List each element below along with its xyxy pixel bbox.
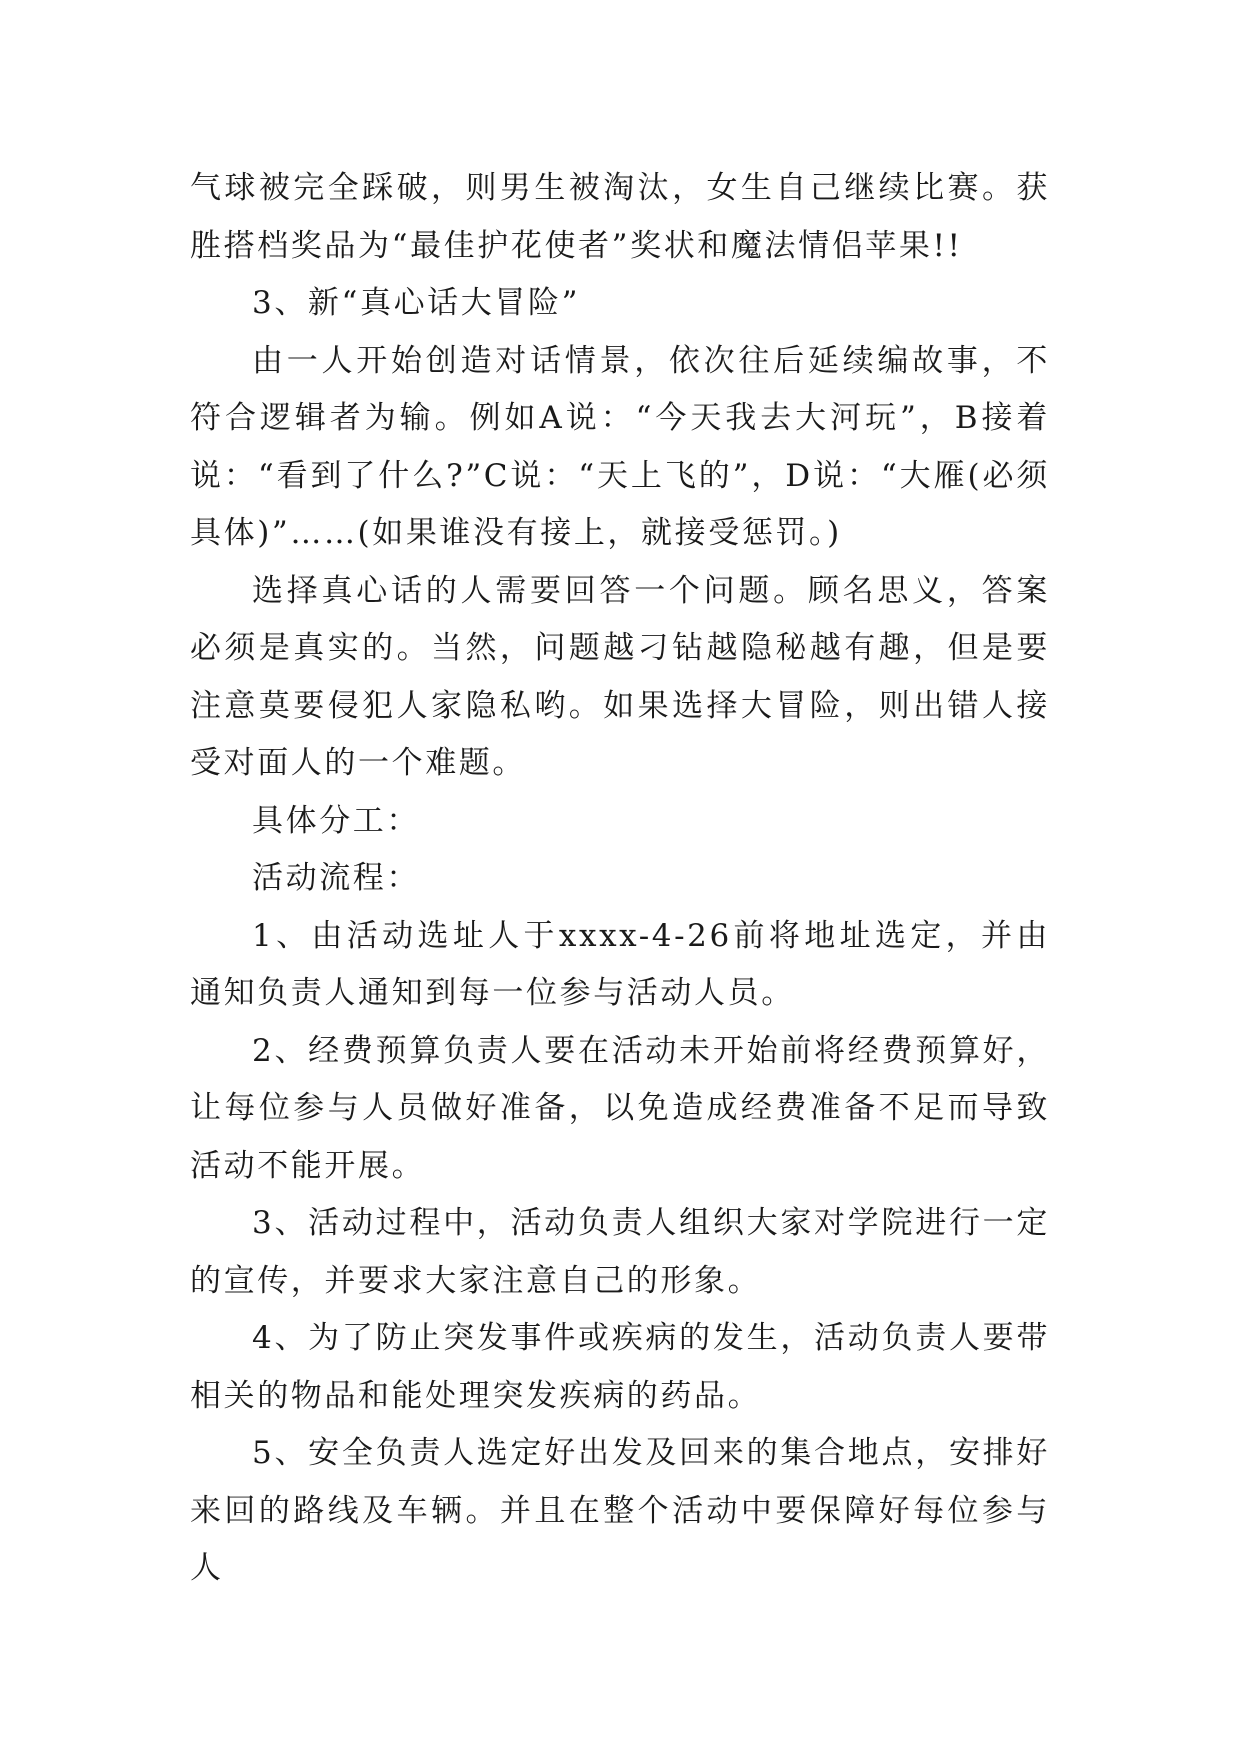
heading-truth-or-dare: 3、新“真心话大冒险” bbox=[252, 285, 581, 321]
list-item-step-5: 5、安全负责人选定好出发及回来的集合地点，安排好来回的路线及车辆。并且在整个活动中要保障好每位参与人 bbox=[190, 1435, 1050, 1586]
paragraph-balloon-rules: 气球被完全踩破，则男生被淘汰，女生自己继续比赛。获胜搭档奖品为“最佳护花使者”奖状和魔法情侣苹果!! bbox=[190, 170, 1050, 264]
paragraph-story-chain: 由一人开始创造对话情景，依次往后延续编故事，不符合逻辑者为输。例如A说：“今天我去大河玩”，B接着说：“看到了什么?”C说：“天上飞的”，D说：“大雁(必须具体)”……(如果谁没有接上，就接受惩罚。) bbox=[190, 342, 1050, 551]
heading-activity-flow: 活动流程： bbox=[252, 860, 420, 896]
list-item-step-4: 4、为了防止突发事件或疾病的发生，活动负责人要带相关的物品和能处理突发疾病的药品。 bbox=[190, 1320, 1050, 1414]
document-body bbox=[190, 160, 1050, 1598]
paragraph-truth-dare-rules: 选择真心话的人需要回答一个问题。顾名思义，答案必须是真实的。当然，问题越刁钻越隐秘越有趣，但是要注意莫要侵犯人家隐私哟。如果选择大冒险，则出错人接受对面人的一个难题。 bbox=[190, 572, 1050, 781]
heading-division-of-labor: 具体分工： bbox=[252, 802, 420, 839]
list-item-step-3: 3、活动过程中，活动负责人组织大家对学院进行一定的宣传，并要求大家注意自己的形象。 bbox=[190, 1205, 1050, 1299]
list-item-step-1: 1、由活动选址人于xxxx-4-26前将地址选定，并由通知负责人通知到每一位参与活动人员。 bbox=[190, 917, 1050, 1011]
list-item-step-2: 2、经费预算负责人要在活动未开始前将经费预算好，让每位参与人员做好准备，以免造成经费准备不足而导致活动不能开展。 bbox=[190, 1032, 1050, 1184]
